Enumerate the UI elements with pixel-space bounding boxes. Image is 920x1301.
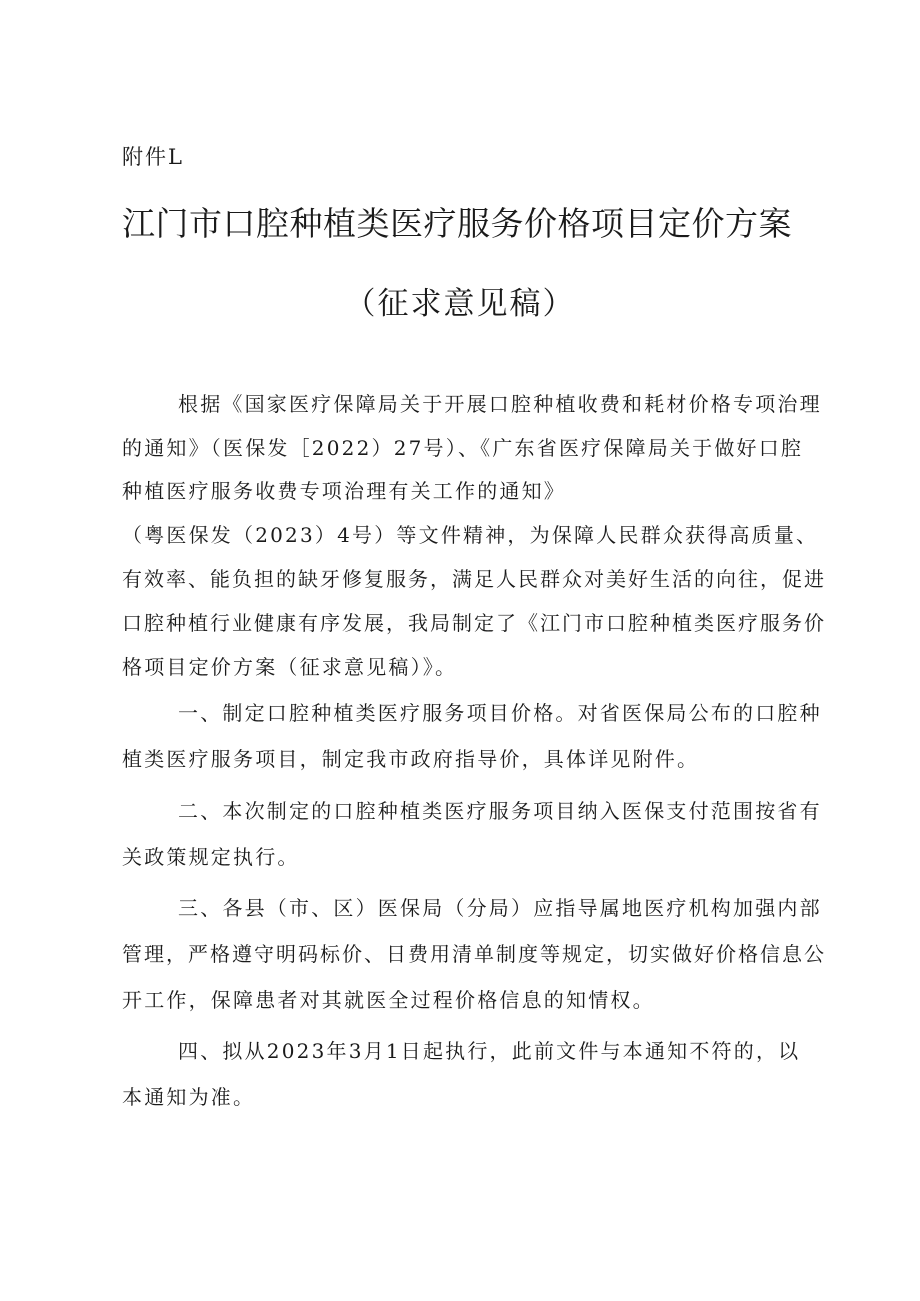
preamble-line: （粤医保发（2023）4号）等文件精神，为保障人民群众获得高质量、 — [122, 523, 819, 547]
preamble-line: 格项目定价方案（征求意见稿）》。 — [122, 655, 458, 679]
attachment-label: 附件L — [122, 145, 184, 169]
preamble-line: 种植医疗服务收费专项治理有关工作的通知》 — [122, 479, 566, 503]
item-3-line: 三、各县（市、区）医保局（分局）应指导属地医疗机构加强内部 — [178, 896, 822, 920]
preamble-line: 口腔种植行业健康有序发展，我局制定了《江门市口腔种植类医疗服务价 — [122, 611, 826, 635]
document-title: 江门市口腔种植类医疗服务价格项目定价方案 — [122, 204, 792, 243]
item-2-line: 二、本次制定的口腔种植类医疗服务项目纳入医保支付范围按省有 — [178, 799, 822, 823]
preamble-line: 有效率、能负担的缺牙修复服务，满足人民群众对美好生活的向往，促进 — [122, 567, 826, 591]
document-subtitle: （征求意见稿） — [344, 286, 576, 322]
preamble-line: 根据《国家医疗保障局关于开展口腔种植收费和耗材价格专项治理 — [178, 392, 822, 416]
item-3-line: 开工作，保障患者对其就医全过程价格信息的知情权。 — [122, 988, 655, 1012]
item-3-line: 管理，严格遵守明码标价、日费用清单制度等规定，切实做好价格信息公 — [122, 942, 826, 966]
item-1-line: 植类医疗服务项目，制定我市政府指导价，具体详见附件。 — [122, 747, 700, 771]
item-4-line: 四、拟从2023年3月1日起执行，此前文件与本通知不符的，以 — [178, 1039, 801, 1063]
item-1-line: 一、制定口腔种植类医疗服务项目价格。对省医保局公布的口腔种 — [178, 701, 822, 725]
preamble-line: 的通知》（医保发［2022）27号）、《广东省医疗保障局关于做好口腔 — [122, 436, 804, 460]
item-4-line: 本通知为准。 — [122, 1085, 256, 1109]
item-2-line: 关政策规定执行。 — [122, 845, 300, 869]
